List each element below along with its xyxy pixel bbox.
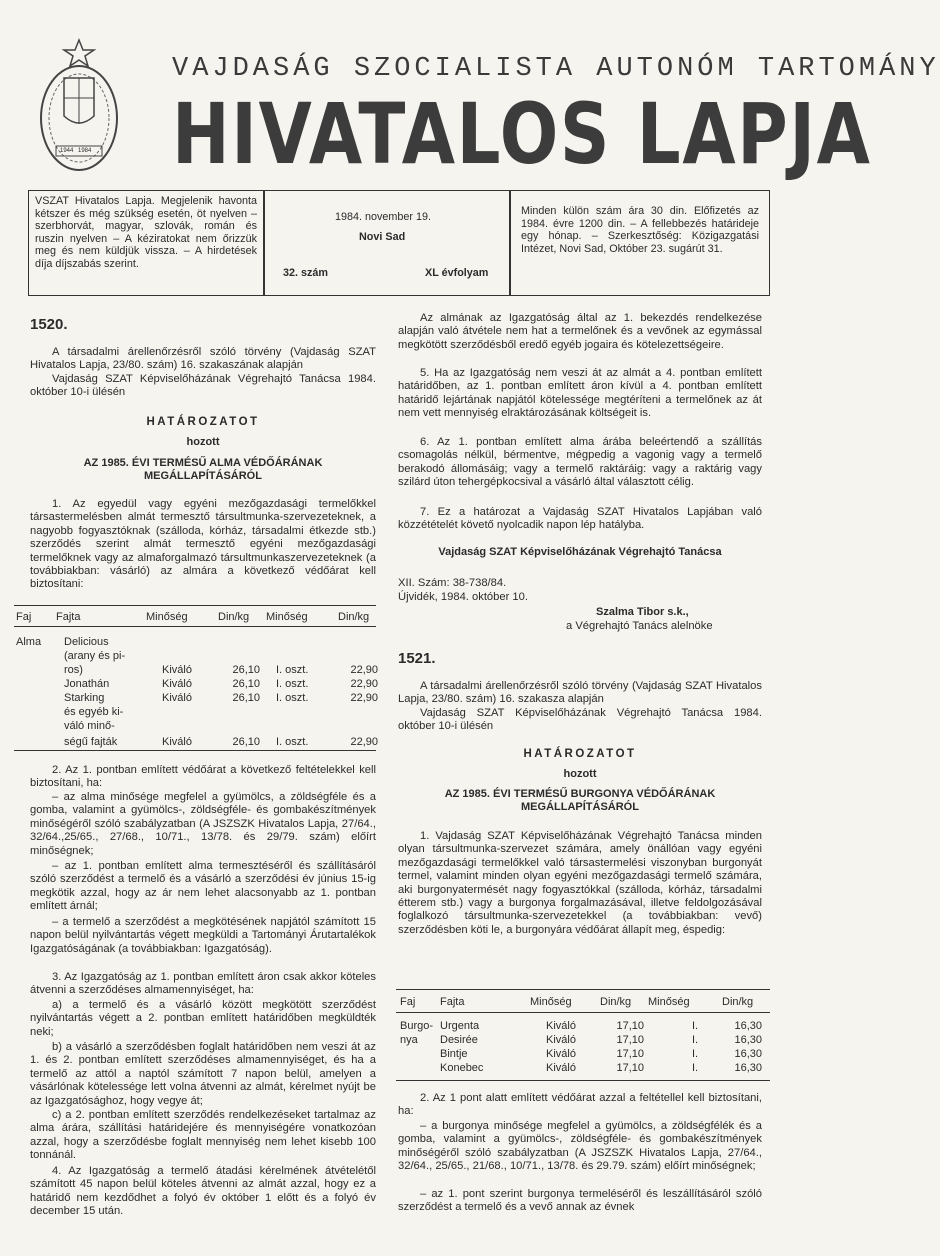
right-table-cell-q2: I.: [692, 1048, 699, 1060]
left-table-faj-alma: Alma: [16, 636, 42, 648]
left-heading: HATÁROZATOT: [146, 416, 260, 428]
left-intro-legal-basis: A társadalmi árellenőrzésről szóló törvény (Vajdaság SZAT Hivatalos Lapja, 23/80. szám) 16. szakaszának alapján: [30, 346, 376, 372]
publication-notice-box: [28, 190, 264, 296]
left-table-header-faj: Faj: [16, 611, 32, 623]
right-point-6: 6. Az 1. pontban említett alma árába beleértendő a szállítás csomagolás nélkül, bérmentve, mégpedig a vagonig vagy a termelő berakodó állomásáig; vagy a termelő raktáráig: vagy a raktárig vagy szilárd úton tehergépkocsival a vásárló által választott célig.: [398, 436, 762, 489]
right-table-header-price2: Din/kg: [722, 996, 754, 1008]
left-table-cell-q1: Kiváló: [162, 678, 192, 690]
left-point-2-cond-a: – az alma minősége megfelel a gyümölcs, a zöldségféle és a gomba, valamint a gyümölcs-, zöldségféle- és gombakészítmények minőségéről szóló szabályzatban (A JSZSZK Hivatalos Lapja, 27/64., 32/64.,25/65., 27/68., 10/71., 13/78. és 29/79. szám) előírt minőségnek;: [30, 791, 376, 857]
resolution-number-1520: 1520.: [30, 316, 68, 333]
right-table-header-quality1: Minőség: [530, 996, 572, 1008]
left-table-cell-fajta: Jonathán: [64, 678, 110, 690]
right-table-cell-p1: 17,10: [616, 1020, 644, 1032]
price-info-box: [510, 190, 770, 296]
right-table-header-quality2: Minőség: [648, 996, 690, 1008]
right-point-2-cond-b: – az 1. pont szerint burgonya termeléséről és leszállításáról szóló szerződést a termelő és a vevő annak az évnek: [398, 1188, 762, 1214]
emblem-year-start: 1944: [60, 148, 74, 154]
right-signature-title: a Végrehajtó Tanács alelnöke: [566, 620, 713, 632]
left-point-3: 3. Az Igazgatóság az 1. pontban említett áron csak akkor köteles átvenni a szerződéses almamennyiséget, ha:: [30, 971, 376, 997]
left-table-cell-p1: 26,10: [232, 692, 260, 704]
resolution-number-1521: 1521.: [398, 650, 436, 667]
right-table-cell-p1: 17,10: [616, 1048, 644, 1060]
right-table-cell-q1: Kiváló: [546, 1048, 576, 1060]
right-table-bottom-rule: [396, 1080, 770, 1081]
left-table-cell-p2: 22,90: [350, 664, 378, 676]
right-table-header-faj: Faj: [400, 996, 416, 1008]
header-region-title: VAJDASÁG SZOCIALISTA AUTONÓM TARTOMÁNY: [172, 54, 940, 84]
left-hozott: hozott: [186, 436, 220, 448]
left-point-4: 4. Az Igazgatóság a termelő átadási kérelmének átvételétől számított 45 napon belül köteles átvenni az almát azzal, hogy ez a határidő nem kezdődhet a folyó év október 1 előtt és a folyó év december 15 után.: [30, 1165, 376, 1218]
right-reference-number: XII. Szám: 38-738/84.: [398, 577, 507, 589]
issue-info-box: [264, 190, 510, 296]
right-table-cell-fajta: Bintje: [440, 1048, 468, 1060]
right-intro-session: Vajdaság SZAT Képviselőházának Végrehajtó Tanácsa 1984. október 10-i ülésén: [398, 707, 762, 733]
price-info-text: Minden külön szám ára 30 din. Előfizetés az 1984. évre 1200 din. – A fellebbezés határideje egy hónap. – Szerkesztőség: Közigazgatási Intézet, Novi Sad, Október 23. sugárút 31.: [521, 205, 759, 255]
right-table-cell-p2: 16,30: [734, 1034, 762, 1046]
right-point-1: 1. Vajdaság SZAT Képviselőházának Végrehajtó Tanácsa minden olyan társultmunka-szervezet számára, amely önállóan vagy egyéni mezőgazdasági termelőkkel való társastermelési viszonyban burgonyát termel, valamint minden olyan egyéni mezőgazdasági termelő számára, aki burgonyatermését nagy fogyasztókkal (szálloda, kórház, társadalmi étterem stb.) vagy a burgonya forgalmazásával, illetve feldolgozásával foglalkozó társultmunka-szervezetekkel (a továbbiakban: vevő) szerződésben köti le, a burgonyára védőárat állapít meg, éspedig:: [398, 830, 762, 936]
right-point-2: 2. Az 1 pont alatt említett védőárat azzal a feltétellel kell biztosítani, ha:: [398, 1092, 762, 1118]
left-table-header-rule: [14, 626, 376, 627]
right-table-cell-q2: I.: [692, 1062, 699, 1074]
issue-date: 1984. november 19.: [335, 211, 432, 223]
left-point-2-cond-b: – az 1. pontban említett alma termesztéséről és szállításáról szóló szerződést a termelő és a vásárló a szerződési év június 15-ig megkötik azzal, hogy az ár nem lehet alacsonyabb az 1. pontban említett árnál;: [30, 860, 376, 913]
left-table-header-fajta: Fajta: [56, 611, 81, 623]
right-table-header-price1: Din/kg: [600, 996, 632, 1008]
left-table-cell-p2: 22,90: [350, 692, 378, 704]
left-table-cell-q2: I. oszt.: [276, 692, 309, 704]
left-table-cell-p1: 26,10: [232, 664, 260, 676]
left-table-cell-fajta: (arany és pi-: [64, 650, 126, 662]
left-table-cell-p1: 26,10: [232, 736, 260, 748]
left-table-cell-p2: 22,90: [350, 736, 378, 748]
right-reference-date: Újvidék, 1984. október 10.: [398, 591, 528, 603]
header-main-title: HIVATALOS LAPJA: [172, 85, 872, 183]
issue-number: 32. szám: [283, 267, 329, 279]
right-intro-legal-basis: A társadalmi árellenőrzésről szóló törvény (Vajdaság SZAT Hivatalos Lapja, 23/80. szám) 16. szakasza alapján: [398, 680, 762, 706]
left-table-header-quality2: Minőség: [266, 611, 308, 623]
coat-of-arms-emblem: [38, 38, 120, 178]
left-table-cell-fajta: Starking: [64, 692, 105, 704]
left-table-cell-p1: 26,10: [232, 678, 260, 690]
right-table-cell-q2: I.: [692, 1020, 699, 1032]
right-table-faj-burgonya-2: nya: [400, 1034, 418, 1046]
right-table-cell-p2: 16,30: [734, 1062, 762, 1074]
left-point-1: 1. Az egyedül vagy egyéni mezőgazdasági termelőkkel társastermelésben almát termesztő társultmunka-szervezeteknek, a nagyobb fogyasztóknak (szálloda, kórház, társadalmi étkezde stb.) szerződés szerint almát termesztő egyéni mezőgazdasági termelőknek vagy az almaforgalmazó társultmunkaszervezeteknek (a továbbiakban: vásárló) az almára a következő védőárat kell biztosítani:: [30, 498, 376, 591]
left-table-cell-q2: I. oszt.: [276, 736, 309, 748]
left-table-header-price1: Din/kg: [218, 611, 250, 623]
right-table-header-fajta: Fajta: [440, 996, 465, 1008]
left-table-cell-q1: Kiváló: [162, 664, 192, 676]
right-issuing-body: Vajdaság SZAT Képviselőházának Végrehajtó Tanácsa: [438, 546, 722, 558]
left-subject: AZ 1985. ÉVI TERMÉSŰ ALMA VÉDŐÁRÁNAK MEGÁLLAPÍTÁSÁRÓL: [83, 457, 323, 482]
left-table-cell-fajta: ros): [64, 664, 83, 676]
left-table-cell-q1: Kiváló: [162, 736, 192, 748]
issue-place: Novi Sad: [359, 231, 406, 243]
left-table-cell-p2: 22,90: [350, 678, 378, 690]
right-table-cell-fajta: Konebec: [440, 1062, 484, 1074]
left-table-bottom-rule: [14, 750, 376, 751]
right-heading: HATÁROZATOT: [523, 748, 637, 760]
left-table-cell-q2: I. oszt.: [276, 664, 309, 676]
left-table-cell-q1: Kiváló: [162, 692, 192, 704]
right-subject: AZ 1985. ÉVI TERMÉSŰ BURGONYA VÉDŐÁRÁNAK MEGÁLLAPÍTÁSÁRÓL: [444, 788, 716, 813]
left-point-3-b: b) a vásárló a szerződésben foglalt határidőben nem veszi át az 1. és 2. pontban említett szerződéses almamennyiséget, és ha a termelő az attól a naptól számított 7 napon belül, amelyen a vásárlónak kötelessége lett volna átvenni az almát, kérelmet nyújt be az Igazgatósághoz, hogy vegye át;: [30, 1041, 376, 1107]
left-point-2-cond-c: – a termelő a szerződést a megkötésének napjától számított 15 napon belül nyilvántartás végett megküldi a Tartományi Árutartalékok Igazgatóságának (a továbbiakban: Igazgatóság).: [30, 916, 376, 955]
left-table-cell-fajta: váló minő-: [64, 720, 115, 732]
left-table-header-quality1: Minőség: [146, 611, 188, 623]
right-table-cell-fajta: Urgenta: [440, 1020, 480, 1032]
left-point-3-c: c) a 2. pontban említett szerződés rendelkezéseket tartalmaz az alma árára, szállítási határidejére és mennyiségére vonatkozóan azzal, hogy a szerződésbe foglalt mennyiség nem lehet kisebb 100 tonnánál.: [30, 1109, 376, 1162]
right-table-top-rule: [396, 989, 770, 990]
right-point-7: 7. Ez a határozat a Vajdaság SZAT Hivatalos Lapjában való közzétételét követő nyolcadik napon lép hatályba.: [398, 506, 762, 532]
left-point-2: 2. Az 1. pontban említett védőárat a következő feltételekkel kell biztosítani, ha:: [30, 764, 376, 790]
right-signature-name: Szalma Tibor s.k.,: [596, 606, 689, 618]
right-table-header-rule: [396, 1012, 770, 1013]
right-point-5: 5. Ha az Igazgatóság nem veszi át az almát a 4. pontban említett határidőben, az 1. pontban említett áron kívül a 4. pontban említett határidő lejártának napjától kötelessége megtéríteni a termelőnek az át nem vett mennyiség elraktározásának költségeit is.: [398, 367, 762, 420]
left-intro-session: Vajdaság SZAT Képviselőházának Végrehajtó Tanácsa 1984. október 10-i ülésén: [30, 373, 376, 399]
left-table-header-price2: Din/kg: [338, 611, 370, 623]
left-table-top-rule: [14, 605, 376, 606]
right-table-cell-q2: I.: [692, 1034, 699, 1046]
right-point-4-continued: Az almának az Igazgatóság által az 1. bekezdés rendelkezése alapján való átvétele nem hat a termelőnek és a vevőnek az egymással megkötött szerződésből eredő egyéb jogaira és kötelezettségeire.: [398, 312, 762, 351]
right-table-cell-p2: 16,30: [734, 1020, 762, 1032]
left-table-cell-fajta: és egyéb ki-: [64, 706, 124, 718]
right-table-cell-fajta: Desirée: [440, 1034, 478, 1046]
right-table-cell-p1: 17,10: [616, 1034, 644, 1046]
publication-notice-text: VSZAT Hivatalos Lapja. Megjelenik havonta kétszer és még szükség esetén, öt nyelven – szerbhorvát, magyar, szlovák, román és ruszin nyelven – A kéziratokat nem őrizzük meg és nem küldjük vissza. – A hirdetések díja díjszabás szerint.: [35, 195, 257, 270]
right-table-cell-q1: Kiváló: [546, 1034, 576, 1046]
left-table-cell-fajta: ségű fajták: [64, 736, 118, 748]
right-table-faj-burgonya-1: Burgo-: [400, 1020, 434, 1032]
issue-volume: XL évfolyam: [425, 267, 489, 279]
right-point-2-cond-a: – a burgonya minősége megfelel a gyümölcs, a zöldségfélék és a gomba, valamint a gyümölcs-, zöldségféle- és gombakészítmények minőségéről szóló szabályzatban (A JSZSZK Hivatalos Lapja, 27/64., 32/64., 25/65., 21/68., 10/71., 13/78. és 29.79. szám) előírt minőségnek;: [398, 1120, 762, 1173]
right-table-cell-q1: Kiváló: [546, 1020, 576, 1032]
left-table-cell-q2: I. oszt.: [276, 678, 309, 690]
right-table-cell-p1: 17,10: [616, 1062, 644, 1074]
left-table-cell-fajta: Delicious: [64, 636, 109, 648]
left-point-3-a: a) a termelő és a vásárló között megkötött szerződést nyilvántartás végett a 2. pontban említett határidőben megküldték neki;: [30, 999, 376, 1038]
right-table-cell-p2: 16,30: [734, 1048, 762, 1060]
right-hozott: hozott: [563, 768, 597, 780]
right-table-cell-q1: Kiváló: [546, 1062, 576, 1074]
emblem-year-end: 1984: [78, 148, 92, 154]
